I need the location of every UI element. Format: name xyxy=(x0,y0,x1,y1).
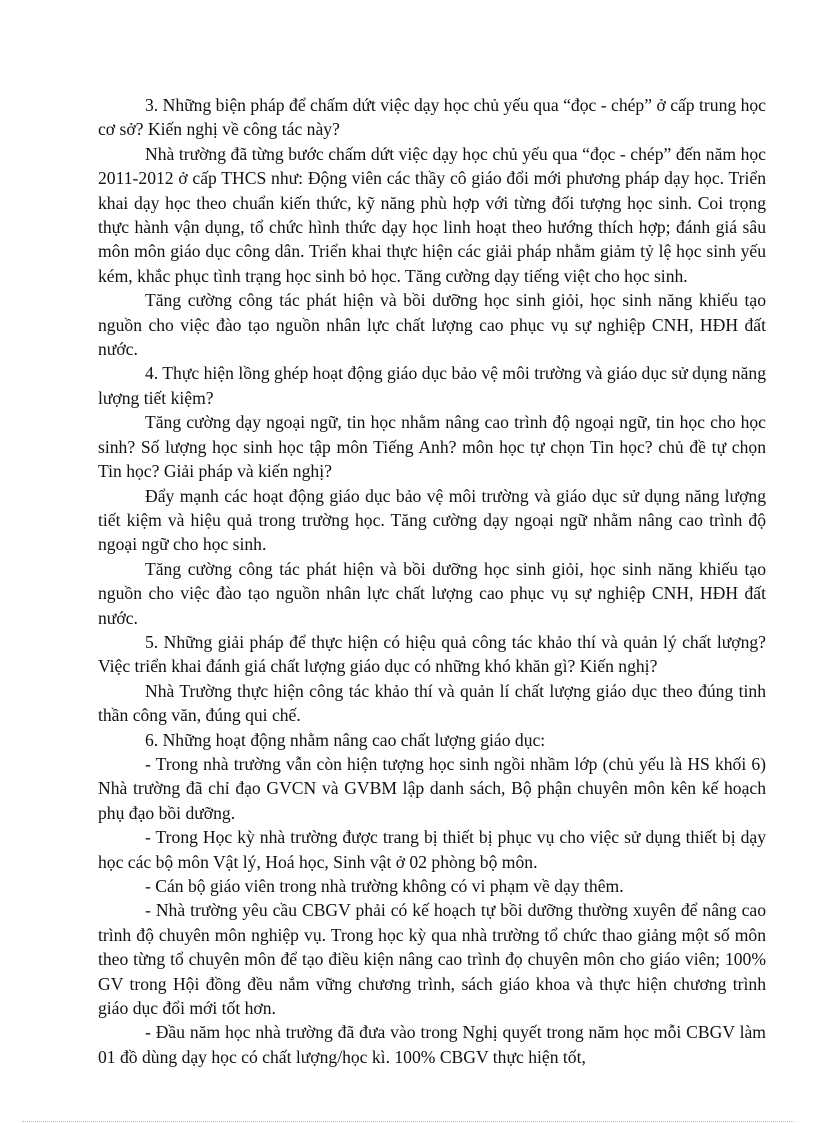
paragraph: 4. Thực hiện lồng ghép hoạt động giáo dục bảo vệ môi trường và giáo dục sử dụng năng lượng tiết kiệm? xyxy=(98,363,766,408)
paragraph: - Cán bộ giáo viên trong nhà trường không có vi phạm về dạy thêm. xyxy=(145,876,624,896)
paragraph: - Nhà trường yêu cầu CBGV phải có kế hoạch tự bồi dưỡng thường xuyên để nâng cao trình độ chuyên môn nghiệp vụ. Trong học kỳ qua nhà trường tổ chức thao giảng một số môn theo từng tổ chuyên môn để tạo điều kiện nâng cao trình đọ chuyên môn cho giáo viên; 100% GV trong Hội đồng đều nắm vững chương trình, sách giáo khoa và thực hiện chương trình giáo dục đổi mới tốt hơn. xyxy=(98,900,766,1019)
page-bottom-divider xyxy=(22,1121,794,1122)
paragraph: Tăng cường dạy ngoại ngữ, tin học nhằm nâng cao trình độ ngoại ngữ, tin học cho học sinh? Số lượng học sinh học tập môn Tiếng Anh? môn học tự chọn Tin học? chủ đề tự chọn Tin học? Giải pháp và kiến nghị? xyxy=(98,412,766,482)
paragraph: - Trong nhà trường vẫn còn hiện tượng học sinh ngồi nhầm lớp (chủ yếu là HS khối 6) Nhà trường đã chỉ đạo GVCN và GVBM lập danh sách, Bộ phận chuyên môn kên kế hoạch phụ đạo bồi dưỡng. xyxy=(98,753,766,823)
paragraph: 6. Những hoạt động nhằm nâng cao chất lượng giáo dục: xyxy=(145,729,546,750)
paragraph: Nhà Trường thực hiện công tác khảo thí và quản lí chất lượng giáo dục theo đúng tinh thần công văn, đúng qui chế. xyxy=(98,680,766,726)
paragraph: Đẩy mạnh các hoạt động giáo dục bảo vệ môi trường và giáo dục sử dụng năng lượng tiết kiệm và hiệu quả trong trường học. Tăng cường dạy ngoại ngữ nhằm nâng cao trình độ ngoại ngữ cho học sinh. xyxy=(98,485,766,555)
paragraph: - Trong Học kỳ nhà trường được trang bị thiết bị phục vụ cho việc sử dụng thiết bị dạy học các bộ môn Vật lý, Hoá học, Sinh vật ở 02 phòng bộ môn. xyxy=(98,827,766,872)
paragraph: Nhà trường đã từng bước chấm dứt việc dạy học chủ yếu qua “đọc - chép” đến năm học 2011-2012 ở cấp THCS như: Động viên các thầy cô giáo đổi mới phương pháp dạy học. Triển khai dạy học theo chuẩn kiến thức, kỹ năng phù hợp với từng đối tượng học sinh. Coi trọng thực hành vận dụng, tổ chức hình thức dạy học linh hoạt theo hướng thích hợp; đánh giá sâu môn môn giáo dục công dân. Triển khai thực hiện các giải pháp nhằm giảm tỷ lệ học sinh yếu kém, khắc phục tình trạng học sinh bỏ học. Tăng cường dạy tiếng việt cho học sinh. xyxy=(98,143,766,286)
paragraph: Tăng cường công tác phát hiện và bồi dưỡng học sinh giỏi, học sinh năng khiếu tạo nguồn cho việc đào tạo nguồn nhân lực chất lượng cao phục vụ sự nghiệp CNH, HĐH đất nước. xyxy=(98,558,766,628)
paragraph: 5. Những giải pháp để thực hiện có hiệu quả công tác khảo thí và quản lý chất lượng? Việc triển khai đánh giá chất lượng giáo dục có những khó khăn gì? Kiến nghị? xyxy=(98,631,766,677)
document-body xyxy=(98,93,766,1069)
paragraph: - Đầu năm học nhà trường đã đưa vào trong Nghị quyết trong năm học mỗi CBGV làm 01 đồ dùng dạy học có chất lượng/học kì. 100% CBGV thực hiện tốt, xyxy=(98,1022,766,1067)
paragraph: 3. Những biện pháp để chấm dứt việc dạy học chủ yếu qua “đọc - chép” ở cấp trung học cơ sở? Kiến nghị về công tác này? xyxy=(98,95,766,140)
paragraph: Tăng cường công tác phát hiện và bồi dưỡng học sinh giỏi, học sinh năng khiếu tạo nguồn cho việc đào tạo nguồn nhân lực chất lượng cao phục vụ sự nghiệp CNH, HĐH đất nước. xyxy=(98,290,766,360)
